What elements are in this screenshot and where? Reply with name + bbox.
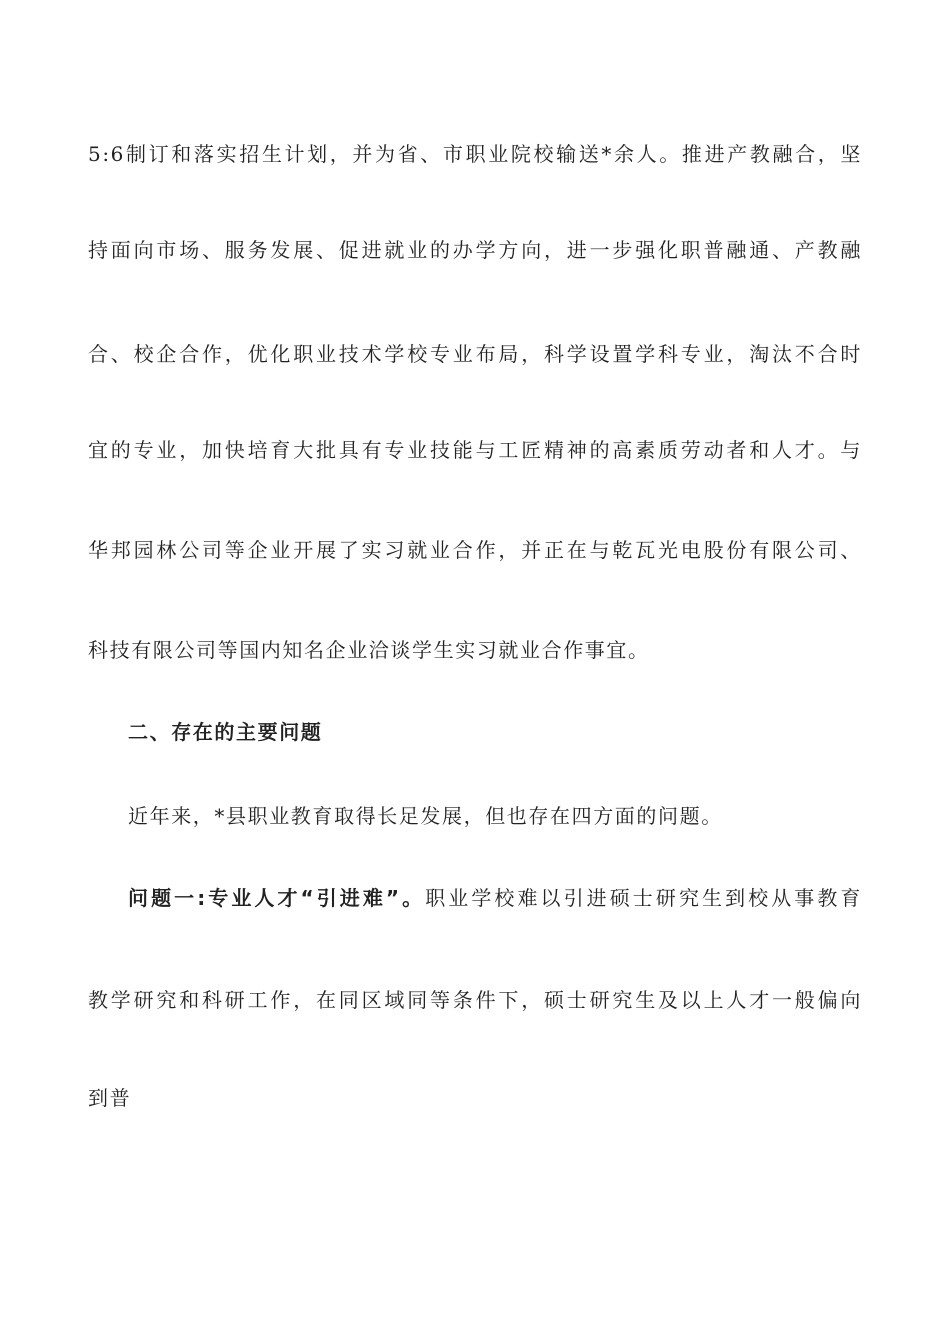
intro-line: 近年来，*县职业教育取得长足发展，但也存在四方面的问题。 — [128, 804, 723, 828]
body-text-line: 到普 — [88, 1086, 132, 1110]
body-text-line: 合、校企合作，优化职业技术学校专业布局，科学设置学科专业，淘汰不合时 — [88, 342, 862, 366]
problem-one-lead: 问题一:专业人才“引进难”。 — [128, 886, 426, 910]
body-text-line: 教学研究和科研工作，在同区域同等条件下，硕士研究生及以上人才一般偏向 — [88, 988, 862, 1012]
body-text-line: 科技有限公司等国内知名企业洽谈学生实习就业合作事宜。 — [88, 638, 650, 662]
body-text-line: 5:6制订和落实招生计划，并为省、市职业院校输送*余人。推进产教融合，坚 — [88, 142, 862, 166]
problem-one-text: 职业学校难以引进硕士研究生到校从事教育 — [425, 886, 863, 910]
section-heading: 二、存在的主要问题 — [128, 720, 323, 744]
body-text-line: 华邦园林公司等企业开展了实习就业合作，并正在与乾瓦光电股份有限公司、 — [88, 538, 862, 562]
body-text-line: 宜的专业，加快培育大批具有专业技能与工匠精神的高素质劳动者和人才。与 — [88, 438, 862, 462]
problem-one-line — [128, 884, 862, 912]
body-text-line: 持面向市场、服务发展、促进就业的办学方向，进一步强化职普融通、产教融 — [88, 238, 862, 262]
